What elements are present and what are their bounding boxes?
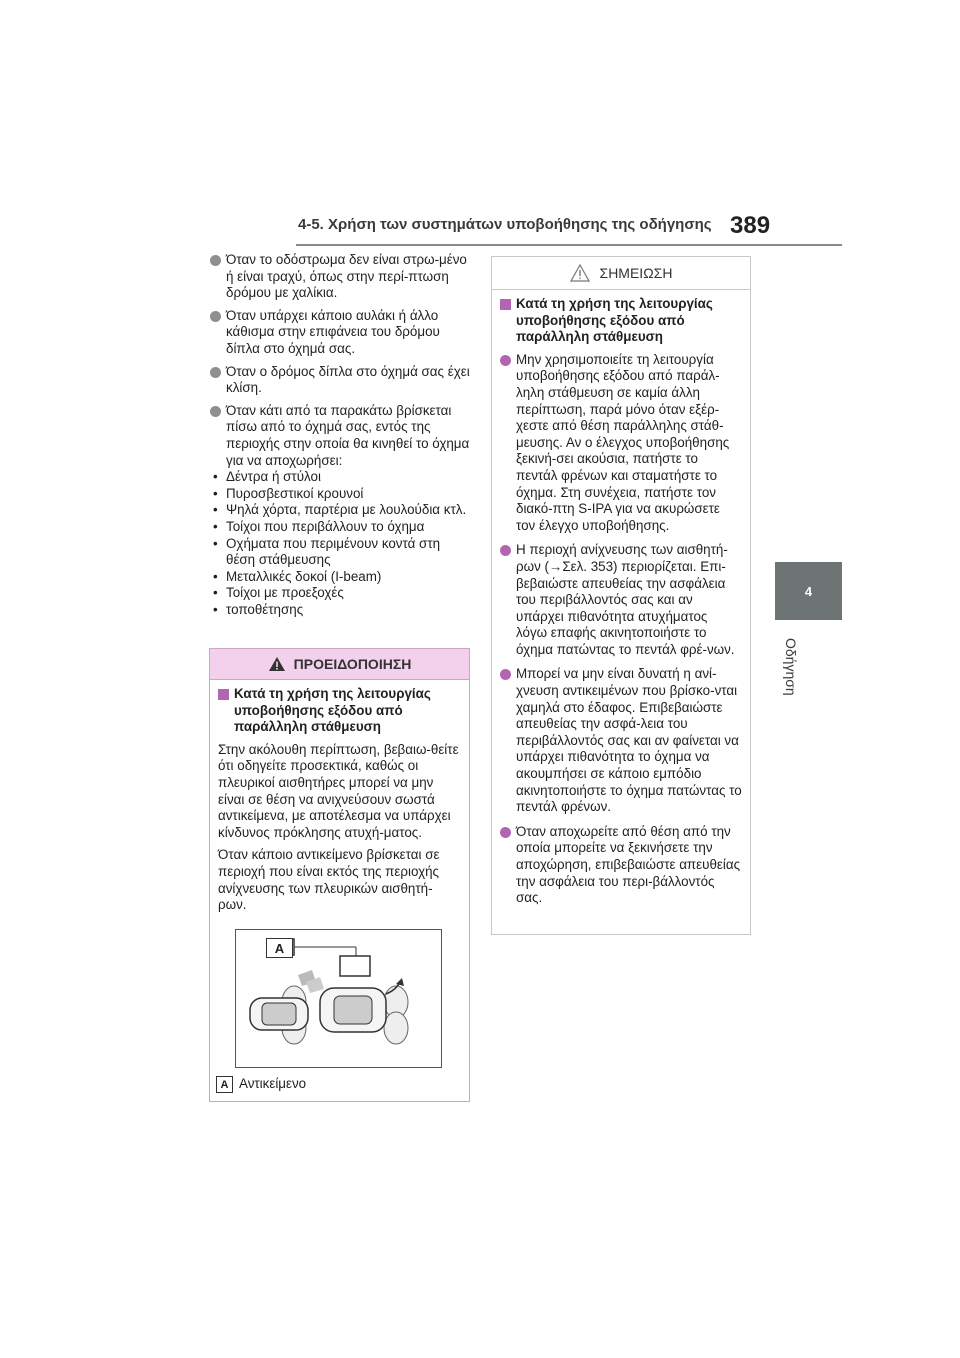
sub-list-item: • Δέντρα ή στύλοι: [213, 469, 321, 485]
caution-icon: [570, 264, 590, 282]
section-title: 4-5. Χρήση των συστημάτων υποβοήθησης της οδήγησης: [298, 216, 712, 233]
bullet-icon: [500, 545, 511, 556]
note-item: Όταν αποχωρείτε από θέση από την οποία μπορείτε να ξεκινήσετε την αποχώρηση, επιβεβαιώστε απευθείας την ασφάλεια του περι-βάλλοντός σας.: [500, 824, 742, 907]
warning-icon: [268, 656, 286, 672]
note-header: [492, 257, 750, 290]
header-divider: [296, 244, 842, 246]
note-item: Μπορεί να μην είναι δυνατή η ανί-χνευση αντικειμένων που βρίσκο-νται χαμηλά στο έδαφος. Επιβεβαιώστε απευθείας την ασφά-λεια του περιβάλλοντός σας και αν φαίνεται να υπάρχει πιθανότητα το όχημα να ακουμπήσει σε κάποιο εμπόδιο ακινητοποιήστε το όχημα πατώντας το πεντάλ φρένων.: [500, 666, 742, 815]
callout-label: A: [266, 938, 293, 958]
bullet-icon: [500, 355, 511, 366]
sub-list-item: • Πυροσβεστικοί κρουνοί: [213, 485, 364, 501]
bullet-icon: [210, 311, 221, 322]
chapter-label: Οδήγηση: [783, 638, 799, 696]
square-bullet-icon: [218, 689, 229, 700]
sub-list-item: • Ψηλά χόρτα, παρτέρια με λουλούδια κτλ.: [213, 502, 467, 518]
sub-list-item: • Τοίχοι που περιβάλλουν το όχημα: [213, 518, 425, 534]
sub-list-item: • Οχήματα που περιμένουν κοντά στη θέση στάθμευσης: [213, 535, 441, 568]
note-subtitle: Κατά τη χρήση της λειτουργίας υποβοήθησης εξόδου από παράλληλη στάθμευση: [500, 296, 742, 346]
parking-diagram: [235, 929, 442, 1068]
list-item: Όταν υπάρχει κάποιο αυλάκι ή άλλο κάθισμα στην επιφάνεια του δρόμου δίπλα στο όχημά σας.: [210, 308, 472, 358]
square-bullet-icon: [500, 299, 511, 310]
list-item: Όταν κάτι από τα παρακάτω βρίσκεται πίσω από το όχημά σας, εντός της περιοχής στην οποία θα κινηθεί το όχημα για να αποχωρήσει:: [210, 403, 472, 469]
warning-paragraph: Στην ακόλουθη περίπτωση, βεβαιω-θείτε ότι οδηγείτε προσεκτικά, καθώς οι πλευρικοί αισθητήρες μπορεί να μην είναι σε θέση να ανιχνεύσουν σωστά αντικείμενα, με αποτέλεσμα να υπάρχει κίνδυνος πρόκλησης ατυχή-ματος.: [218, 741, 459, 840]
note-box: [491, 256, 751, 935]
list-item: Όταν το οδόστρωμα δεν είναι στρω-μένο ή είναι τραχύ, όπως στην περί-πτωση δρόμου με χαλίκια.: [210, 252, 472, 302]
chapter-tab: 4: [775, 562, 842, 620]
bullet-icon: [500, 827, 511, 838]
legend-key: A: [216, 1076, 233, 1093]
bullet-icon: [210, 367, 221, 378]
warning-header: [210, 649, 469, 680]
left-column: [210, 252, 472, 618]
warning-paragraph: Όταν κάποιο αντικείμενο βρίσκεται σε περιοχή που είναι εκτός της περιοχής ανίχνευσης των πλευρικών αισθητή-ρων.: [218, 847, 440, 913]
bullet-icon: [210, 255, 221, 266]
list-item: Όταν ο δρόμος δίπλα στο όχημά σας έχει κλίση.: [210, 364, 472, 397]
page-number: 389: [730, 212, 771, 239]
note-item: Μην χρησιμοποιείτε τη λειτουργία υποβοήθησης εξόδου από παράλ-ληλη στάθμευση σε καμία άλλη περίπτωση, παρά μόνο όταν εξέρ-χεστε από θέση παράλληλης στάθ-μευσης. Αν ο έλεγχος υποβοήθησης ξεκινή-σει ακούσια, πατήστε το πεντάλ φρένων και σταματήστε το όχημα. Στη συνέχεια, πατήστε τον διακό-πτη S-IPA για να ακυρώσετε τον έλεγχο υποβοήθησης.: [500, 352, 742, 535]
sub-list-item: • Μεταλλικές δοκοί (I-beam): [213, 568, 382, 584]
note-heading: ΣΗΜΕΙΩΣΗ: [599, 265, 673, 281]
sub-list-item: • Τοίχοι με προεξοχές: [213, 585, 344, 601]
note-item: Η περιοχή ανίχνευσης των αισθητή-ρων (→Σελ. 353) περιορίζεται. Επι-βεβαιώστε απευθείας την ασφάλεια του περιβάλλοντός σας και αν υπάρχει πιθανότητα ατυχήματος λόγω επαφής ακινητοποιήστε το όχημα πατώντας το πεντάλ φρέ-νων.: [500, 542, 742, 658]
sub-list-item: • τοποθέτησης: [213, 601, 304, 617]
bullet-icon: [210, 406, 221, 417]
warning-heading: ΠΡΟΕΙΔΟΠΟΙΗΣΗ: [293, 656, 412, 672]
legend-text: Αντικείμενο: [239, 1076, 307, 1091]
warning-subtitle: Κατά τη χρήση της λειτουργίας υποβοήθησης εξόδου από παράλληλη στάθμευση: [218, 686, 461, 736]
bullet-icon: [500, 669, 511, 680]
